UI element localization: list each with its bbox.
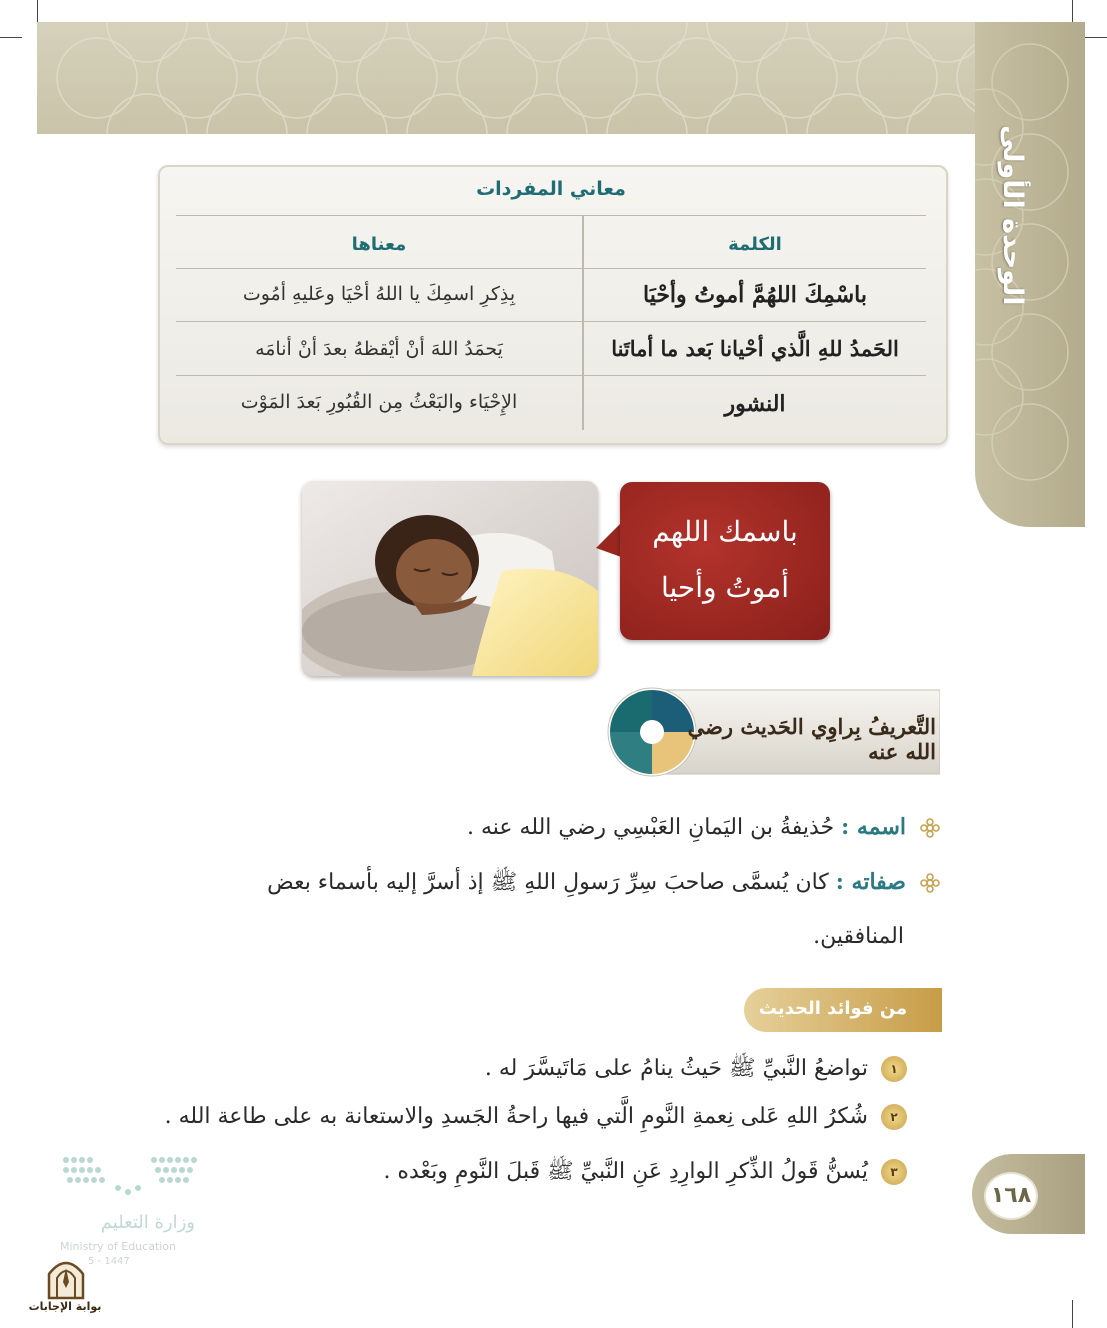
bio-traits-continuation: المنافقين. [813,924,904,949]
benefit-item [485,1054,907,1086]
bio-traits-text: كان يُسمَّى صاحبَ سِرِّ رَسولِ اللهِ ﷺ إذ أسرَّ إليه بأسماء بعض [267,870,829,895]
benefits-title: من فوائد الحديث [758,998,908,1019]
flower-bullet-icon [919,872,941,894]
table-divider [176,321,926,322]
benefit-text: تواضعُ النَّبيِّ ﷺ حَيثُ ينامُ على مَاتَيسَّرَ له . [484,1056,868,1081]
bio-traits-label: صفاته : [835,869,906,895]
vocab-meaning: يَحمَدُ اللهَ أنْ أيْقظهُ بعدَ أنْ أنامَه [255,338,503,360]
column-header-word: الكلمة [728,234,782,255]
bio-traits-line [267,868,941,900]
speech-bubble [620,482,830,640]
crop-mark [1085,37,1107,38]
benefit-text: شُكرُ اللهِ عَلى نِعمةِ النَّومِ الَّتي فيها راحةُ الجَسدِ والاستعانة به على طاعة الله . [164,1104,868,1129]
page-number: ١٦٨ [984,1172,1038,1220]
vocab-meaning: بِذِكرِ اسمِكَ يا اللهُ أحْيَا وعَليهِ أمُوت [242,283,516,305]
crop-mark [1072,0,1073,22]
header-band [37,22,1085,134]
number-badge: ٢ [881,1104,907,1130]
sleeping-child-photo [302,481,598,676]
vocab-word: النشور [724,391,786,417]
crop-mark [0,37,22,38]
unit-title: الوحدة الأولى [997,124,1028,306]
ministry-name-en: Ministry of Education [60,1240,177,1253]
vocab-word: الحَمدُ للهِ الَّذي أحْيانا بَعد ما أماتَنا [611,336,899,361]
gate-logo-icon [45,1256,87,1300]
table-divider [176,268,926,269]
speech-bubble-line: أموتُ وأحيا [660,571,790,604]
crop-mark [37,0,38,22]
sleeping-child-illustration [302,481,598,676]
flower-bullet-icon [919,817,941,839]
table-divider [176,215,926,216]
watermark-label: بوابة الإجابات [28,1300,102,1313]
narrator-section-title: التَّعريفُ بِراوِي الحَديث رضي الله عنه [687,714,936,764]
vocab-table-title: معاني المفردات [476,178,626,200]
ministry-year: 5 - 1447 [88,1256,130,1267]
ministry-logo-icon [62,1154,197,1202]
column-header-meaning: معناها [351,234,407,255]
ministry-name-ar: وزارة التعليم [100,1212,195,1233]
benefit-item [383,1157,907,1189]
number-badge: ١ [881,1056,907,1082]
vocab-word: باسْمِكَ اللهُمَّ أموتُ وأحْيَا [642,282,868,308]
benefit-item [165,1104,907,1130]
arabesque-pattern [37,22,1085,134]
bio-name-text: حُذيفةُ بن اليَمانِ العَبْسِي رضي الله عنه . [466,815,835,840]
bio-name-label: اسمه : [841,814,906,840]
vocab-meaning: الإِحْيَاء والبَعْثُ مِن القُبُورِ بَعدَ المَوْت [240,391,518,413]
speech-bubble-line: باسمك اللهم [652,515,798,548]
crop-mark [1072,1300,1073,1328]
bio-name-line [467,814,941,840]
table-divider [176,375,926,376]
benefit-text: يُسنُّ قَولُ الذِّكرِ الوارِدِ عَنِ النَّبيِّ ﷺ قَبلَ النَّومِ وبَعْده . [383,1159,868,1184]
number-badge: ٣ [881,1159,907,1185]
